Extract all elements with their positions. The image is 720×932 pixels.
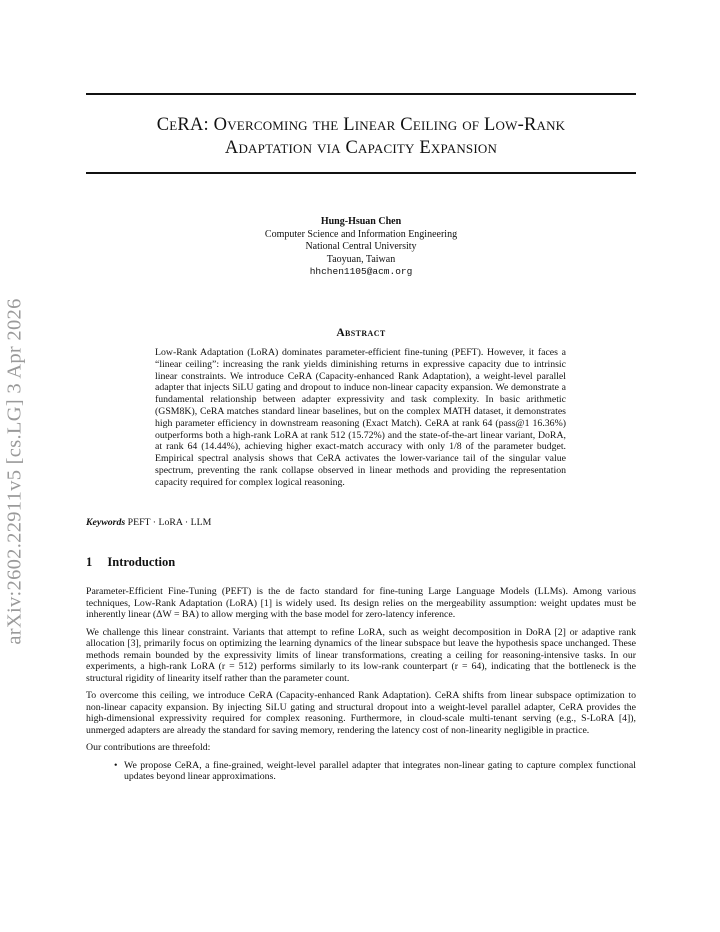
paragraph: We challenge this linear constraint. Variants that attempt to refine LoRA, such as weight decomposition in DoRA [2] or adaptive rank allocation [3], primarily focus on optimizing the learning dynamics of the linear subspace but leave the hypothesis space unchanged. These methods remain bounded by the expressivity limits of linear transformations, creating a ceiling for reasoning-intensive tasks. In our experiments, a high-rank LoRA (r = 512) performs similarly to its low-rank counterpart (r = 64), indicating that the bottleneck is the structural rigidity of linearity itself rather than the parameter count. — [86, 626, 636, 684]
keywords-label: Keywords — [86, 517, 126, 528]
arxiv-identifier-stamp: arXiv:2602.22911v5 [cs.LG] 3 Apr 2026 — [3, 298, 26, 645]
keywords-values: PEFT · LoRA · LLM — [127, 517, 212, 528]
bullet-icon: • — [114, 759, 118, 771]
title-bottom-rule — [86, 172, 636, 174]
section-heading — [86, 555, 175, 570]
list-item-text: We propose CeRA, a fine-grained, weight-level parallel adapter that integrates non-linear gating to capture complex functional updates beyond linear approximations. — [124, 759, 636, 782]
section-number: 1 — [86, 555, 93, 569]
paper-title-line-2: Adaptation via Capacity Expansion — [224, 138, 498, 158]
author-university: National Central University — [305, 241, 417, 252]
title-top-rule — [86, 93, 636, 95]
abstract-text: Low-Rank Adaptation (LoRA) dominates parameter-efficient fine-tuning (PEFT). However, it faces a “linear ceiling”: increasing the rank yields diminishing returns in expressive capacity due to intrinsic linear constraints. We introduce CeRA (Capacity-enhanced Rank Adaptation), a weight-level parallel adapter that injects SiLU gating and dropout to induce non-linear capacity expansion. We demonstrate a fundamental relationship between adapter expressivity and task complexity. In basic arithmetic (GSM8K), CeRA matches standard linear baselines, but on the complex MATH dataset, it demonstrates high parameter efficiency in downstream reasoning (Exact Match). CeRA at rank 64 (pass@1 16.36%) outperforms both a high-rank LoRA at rank 512 (15.72%) and the state-of-the-art linear variant, DoRA, at rank 64 (14.44%), achieving higher exact-match accuracy with only 1/8 of the parameter budget. Empirical spectral analysis shows that CeRA activates the lower-variance tail of the singular value spectrum, preventing the rank collapse observed in linear methods and providing the representation capacity required for complex logical reasoning. — [155, 347, 566, 488]
paper-title — [86, 114, 636, 160]
keywords-line — [86, 517, 211, 528]
introduction-body — [86, 586, 636, 783]
section-title: Introduction — [107, 555, 176, 569]
author-location: Taoyuan, Taiwan — [326, 253, 396, 265]
abstract-heading: Abstract — [336, 327, 386, 339]
author-department: Computer Science and Information Engineering — [264, 228, 458, 240]
paragraph: Parameter-Efficient Fine-Tuning (PEFT) is the de facto standard for fine-tuning Large Language Models (LLMs). Among various techniques, Low-Rank Adaptation (LoRA) [1] is widely used. Its design relies on the mergeability assumption: weight updates must be inherently linear (ΔW = BA) to allow merging with the base model for zero-latency inference. — [86, 586, 636, 620]
author-name: Hung-Hsuan Chen — [320, 216, 402, 227]
author-email: hhchen1105@acm.org — [309, 266, 413, 277]
list-item — [114, 759, 636, 783]
paragraph: To overcome this ceiling, we introduce CeRA (Capacity-enhanced Rank Adaptation). CeRA shifts from linear subspace optimization to non-linear capacity expansion. By injecting SiLU gating and structural dropout into a weight-level parallel adapter, CeRA provides the high-dimensional expressivity required for complex reasoning. Furthermore, in cloud-scale multi-tenant serving (e.g., S-LoRA [4]), unmerged adapters are already the standard for saving memory, rendering the latency cost of non-linearity negligible in practice. — [86, 690, 636, 736]
paper-title-line-1: CeRA: Overcoming the Linear Ceiling of Low-Rank — [156, 115, 566, 135]
author-block — [86, 216, 636, 279]
paragraph: Our contributions are threefold: — [86, 742, 211, 753]
